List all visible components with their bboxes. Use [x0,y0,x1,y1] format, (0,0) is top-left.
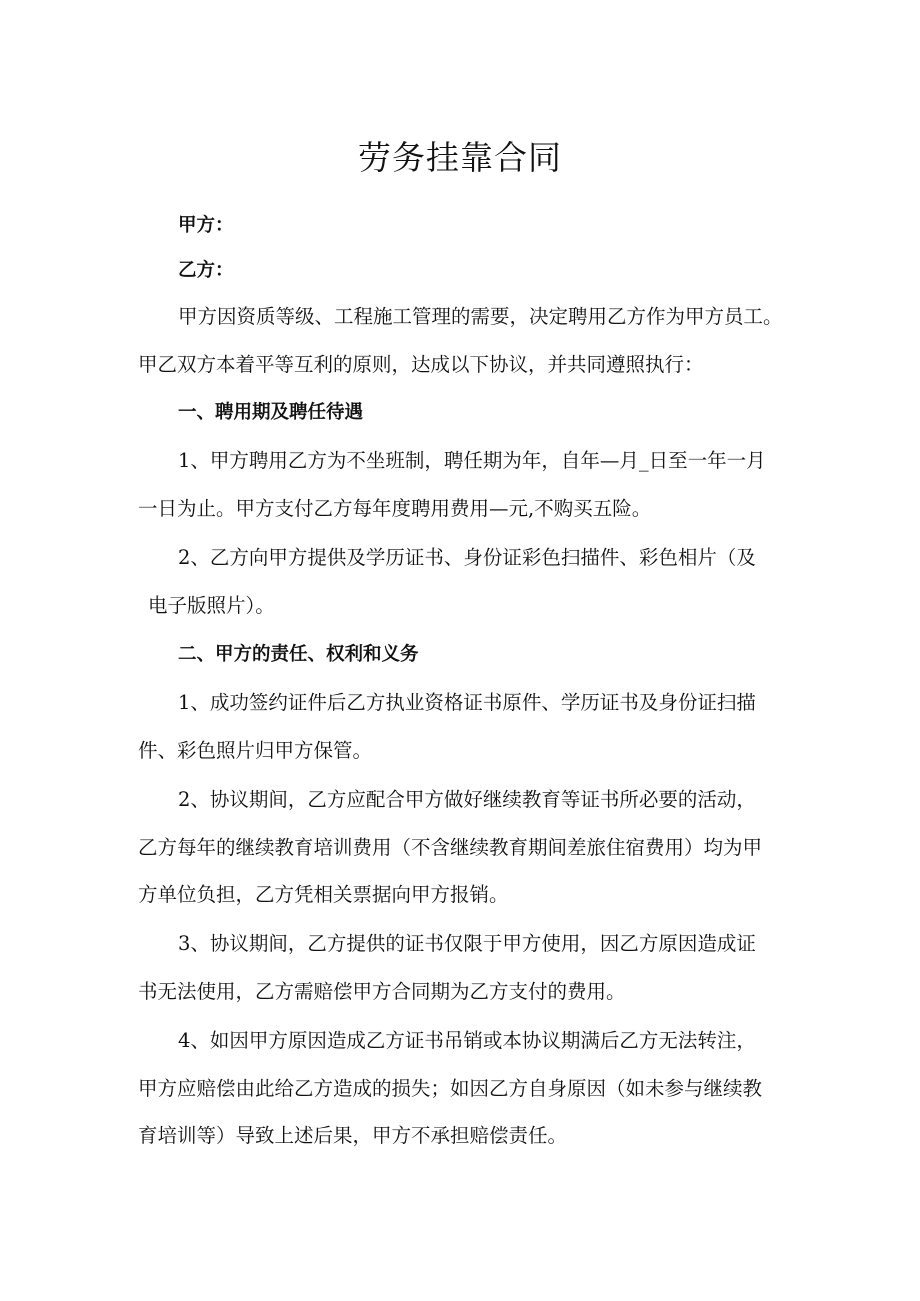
section-1-item-2-line-2: 电子版照片）。 [148,594,275,617]
section-2-item-2-line-2: 乙方每年的继续教育培训费用（不含继续教育期间差旅住宿费用）均为甲 [138,836,763,859]
section-2-item-4-line-1: 4、如因甲方原因造成乙方证书吊销或本协议期满后乙方无法转注， [178,1029,756,1052]
section-2-item-2-line-3: 方单位负担，乙方凭相关票据向甲方报销。 [138,883,509,906]
party-a-label: 甲方： [178,215,234,236]
section-2-item-4-line-2: 甲方应赔偿由此给乙方造成的损失；如因乙方自身原因（如未参与继续教 [138,1077,763,1100]
section-2-item-2-line-1: 2、协议期间，乙方应配合甲方做好继续教育等证书所必要的活动， [178,788,756,811]
document-title: 劳务挂靠合同 [358,138,562,177]
intro-line-1: 甲方因资质等级、工程施工管理的需要，决定聘用乙方作为甲方员工。 [178,305,783,328]
section-2-item-3-line-2: 书无法使用，乙方需赔偿甲方合同期为乙方支付的费用。 [138,980,626,1003]
section-2-item-3-line-1: 3、协议期间，乙方提供的证书仅限于甲方使用，因乙方原因造成证 [178,932,756,955]
section-1-item-1-line-2: 一日为止。甲方支付乙方每年度聘用费用—元,不购买五险。 [138,497,652,520]
intro-line-2: 甲乙双方本着平等互利的原则，达成以下协议，并共同遵照执行： [138,353,704,376]
section-2-item-4-line-3: 育培训等）导致上述后果，甲方不承担赔偿责任。 [138,1124,568,1147]
party-b-label: 乙方： [178,260,234,281]
section-1-heading: 一、聘用期及聘任待遇 [178,402,364,423]
section-2-item-1-line-1: 1、成功签约证件后乙方执业资格证书原件、学历证书及身份证扫描 [178,691,756,714]
section-1-item-2-line-1: 2、乙方向甲方提供及学历证书、身份证彩色扫描件、彩色相片（及 [178,546,756,569]
section-2-item-1-line-2: 件、彩色照片归甲方保管。 [138,739,373,762]
section-2-heading: 二、甲方的责任、权利和义务 [178,644,419,665]
section-1-item-1-line-1: 1、甲方聘用乙方为不坐班制，聘任期为年，自年—月_日至一年一月 [178,449,766,472]
